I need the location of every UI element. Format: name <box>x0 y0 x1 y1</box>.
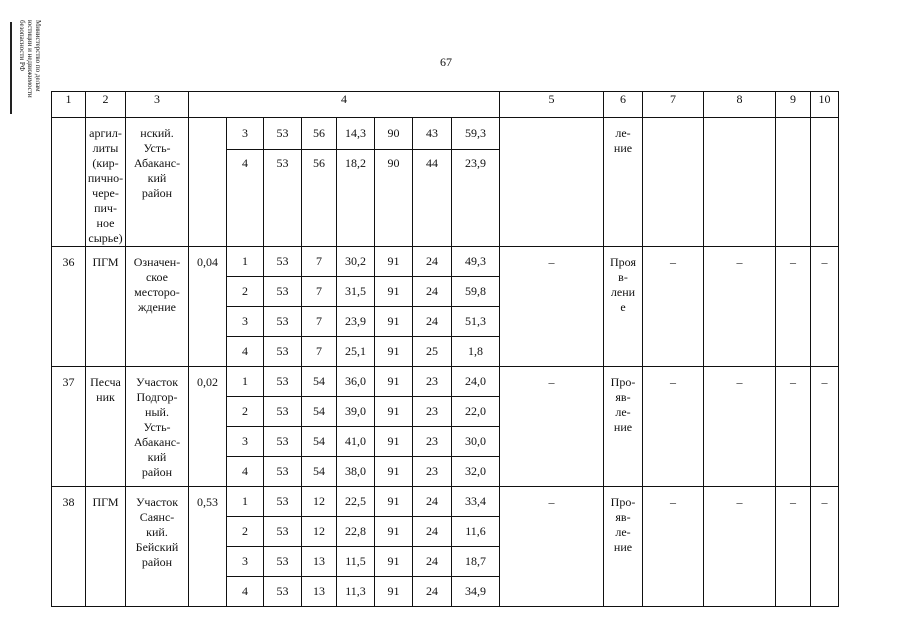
data-cell: 91 <box>375 457 413 487</box>
table-row <box>52 118 839 150</box>
data-cell: 53 <box>264 247 302 277</box>
data-cell: 14,3 <box>337 118 375 150</box>
data-cell: 2 <box>227 277 264 307</box>
item-number: 36 <box>52 247 86 367</box>
data-cell: 53 <box>264 577 302 607</box>
data-cell: 3 <box>227 427 264 457</box>
column-8-value: – <box>704 247 776 367</box>
data-cell: 3 <box>227 307 264 337</box>
data-cell: 91 <box>375 337 413 367</box>
data-cell: 53 <box>264 118 302 150</box>
archive-stamp <box>6 20 48 120</box>
data-cell: 18,7 <box>452 547 500 577</box>
data-cell: 23 <box>413 367 452 397</box>
column-5-value: – <box>500 367 604 487</box>
status: Про- яв- ле- ние <box>604 367 643 487</box>
data-cell: 4 <box>227 457 264 487</box>
status: ле- ние <box>604 118 643 247</box>
data-cell: 4 <box>227 577 264 607</box>
data-cell: 53 <box>264 427 302 457</box>
column-9-value: – <box>776 247 811 367</box>
column-7-value: – <box>643 487 704 607</box>
data-cell: 56 <box>302 118 337 150</box>
data-cell: 12 <box>302 487 337 517</box>
header-cell: 4 <box>189 92 500 118</box>
column-9-value: – <box>776 487 811 607</box>
data-cell: 2 <box>227 517 264 547</box>
data-cell: 23,9 <box>452 149 500 246</box>
data-cell: 54 <box>302 427 337 457</box>
data-cell: 91 <box>375 577 413 607</box>
data-cell: 91 <box>375 277 413 307</box>
column-7-value <box>643 118 704 247</box>
data-cell: 90 <box>375 118 413 150</box>
item-number: 37 <box>52 367 86 487</box>
data-cell: 54 <box>302 397 337 427</box>
stamp-line: безопасности РФ <box>18 20 26 72</box>
data-cell: 7 <box>302 277 337 307</box>
data-cell: 2 <box>227 397 264 427</box>
data-cell: 91 <box>375 367 413 397</box>
data-cell: 13 <box>302 547 337 577</box>
location: нский. Усть- Абаканс- кий район <box>126 118 189 247</box>
header-cell: 8 <box>704 92 776 118</box>
data-cell: 91 <box>375 517 413 547</box>
data-cell: 49,3 <box>452 247 500 277</box>
column-8-value: – <box>704 367 776 487</box>
data-cell: 53 <box>264 277 302 307</box>
data-cell: 7 <box>302 247 337 277</box>
data-cell: 11,3 <box>337 577 375 607</box>
column-9-value <box>776 118 811 247</box>
data-cell: 53 <box>264 397 302 427</box>
column-8-value <box>704 118 776 247</box>
data-cell: 91 <box>375 487 413 517</box>
data-cell: 34,9 <box>452 577 500 607</box>
data-cell: 59,3 <box>452 118 500 150</box>
data-cell: 24,0 <box>452 367 500 397</box>
data-cell: 53 <box>264 367 302 397</box>
data-cell: 91 <box>375 307 413 337</box>
data-cell: 53 <box>264 487 302 517</box>
header-cell: 10 <box>811 92 839 118</box>
stamp-bar <box>10 22 12 114</box>
column-9-value: – <box>776 367 811 487</box>
data-cell: 56 <box>302 149 337 246</box>
column-5-value: – <box>500 487 604 607</box>
stamp-line: юстиции и недвижимости <box>26 20 34 98</box>
status: Проя в- лени е <box>604 247 643 367</box>
data-cell: 43 <box>413 118 452 150</box>
location: Означен- ское месторо- ждение <box>126 247 189 367</box>
header-cell: 1 <box>52 92 86 118</box>
item-number <box>52 118 86 247</box>
data-cell: 24 <box>413 307 452 337</box>
header-cell: 7 <box>643 92 704 118</box>
data-cell: 24 <box>413 247 452 277</box>
status: Про- яв- ле- ние <box>604 487 643 607</box>
data-cell: 23,9 <box>337 307 375 337</box>
data-cell: 53 <box>264 149 302 246</box>
data-cell: 1 <box>227 247 264 277</box>
rock-type: аргил- литы (кир- пично- чере- пич- ное сырье) <box>86 118 126 247</box>
data-cell: 91 <box>375 547 413 577</box>
data-cell: 36,0 <box>337 367 375 397</box>
header-cell: 2 <box>86 92 126 118</box>
data-cell: 4 <box>227 149 264 246</box>
data-cell: 90 <box>375 149 413 246</box>
data-cell: 24 <box>413 277 452 307</box>
header-cell: 3 <box>126 92 189 118</box>
rock-type: ПГМ <box>86 247 126 367</box>
column-10-value <box>811 118 839 247</box>
data-cell: 53 <box>264 307 302 337</box>
data-cell: 91 <box>375 397 413 427</box>
data-cell: 31,5 <box>337 277 375 307</box>
data-cell: 22,8 <box>337 517 375 547</box>
data-cell: 24 <box>413 547 452 577</box>
table-row <box>52 247 839 277</box>
data-cell: 33,4 <box>452 487 500 517</box>
data-cell: 59,8 <box>452 277 500 307</box>
data-cell: 54 <box>302 367 337 397</box>
column-5-value <box>500 118 604 247</box>
data-cell: 12 <box>302 517 337 547</box>
data-cell: 1 <box>227 487 264 517</box>
column-7-value: – <box>643 247 704 367</box>
column-10-value: – <box>811 247 839 367</box>
data-cell: 44 <box>413 149 452 246</box>
rock-type: Песча ник <box>86 367 126 487</box>
header-cell: 9 <box>776 92 811 118</box>
column-5-value: – <box>500 247 604 367</box>
area-value: 0,02 <box>189 367 227 487</box>
data-cell: 25,1 <box>337 337 375 367</box>
data-cell: 30,0 <box>452 427 500 457</box>
data-cell: 24 <box>413 517 452 547</box>
data-cell: 32,0 <box>452 457 500 487</box>
data-cell: 24 <box>413 487 452 517</box>
header-cell: 6 <box>604 92 643 118</box>
data-cell: 1,8 <box>452 337 500 367</box>
data-cell: 22,5 <box>337 487 375 517</box>
page-number: 67 <box>440 55 452 69</box>
header-cell: 5 <box>500 92 604 118</box>
data-cell: 23 <box>413 397 452 427</box>
column-10-value: – <box>811 367 839 487</box>
data-cell: 11,5 <box>337 547 375 577</box>
table-row <box>52 487 839 517</box>
data-cell: 23 <box>413 457 452 487</box>
data-cell: 11,6 <box>452 517 500 547</box>
data-cell: 39,0 <box>337 397 375 427</box>
data-cell: 53 <box>264 457 302 487</box>
area-value: 0,04 <box>189 247 227 367</box>
table-row <box>52 367 839 397</box>
area-value: 0,53 <box>189 487 227 607</box>
data-cell: 1 <box>227 367 264 397</box>
column-10-value: – <box>811 487 839 607</box>
area-value <box>189 118 227 247</box>
column-8-value: – <box>704 487 776 607</box>
column-7-value: – <box>643 367 704 487</box>
location: Участок Подгор- ный. Усть- Абаканс- кий район <box>126 367 189 487</box>
data-cell: 91 <box>375 247 413 277</box>
stamp-text <box>18 20 42 98</box>
data-table <box>51 91 839 607</box>
data-cell: 18,2 <box>337 149 375 246</box>
data-cell: 38,0 <box>337 457 375 487</box>
data-cell: 7 <box>302 307 337 337</box>
item-number: 38 <box>52 487 86 607</box>
location: Участок Саянс- кий. Бейский район <box>126 487 189 607</box>
data-cell: 53 <box>264 547 302 577</box>
data-cell: 91 <box>375 427 413 457</box>
data-cell: 3 <box>227 547 264 577</box>
data-cell: 41,0 <box>337 427 375 457</box>
data-cell: 54 <box>302 457 337 487</box>
data-cell: 53 <box>264 337 302 367</box>
data-cell: 25 <box>413 337 452 367</box>
data-cell: 30,2 <box>337 247 375 277</box>
data-cell: 4 <box>227 337 264 367</box>
data-cell: 7 <box>302 337 337 367</box>
data-cell: 24 <box>413 577 452 607</box>
data-cell: 53 <box>264 517 302 547</box>
header-row <box>52 92 839 118</box>
data-cell: 51,3 <box>452 307 500 337</box>
data-cell: 13 <box>302 577 337 607</box>
stamp-line: Министерство по делам <box>34 20 42 92</box>
data-cell: 22,0 <box>452 397 500 427</box>
rock-type: ПГМ <box>86 487 126 607</box>
data-cell: 23 <box>413 427 452 457</box>
data-cell: 3 <box>227 118 264 150</box>
